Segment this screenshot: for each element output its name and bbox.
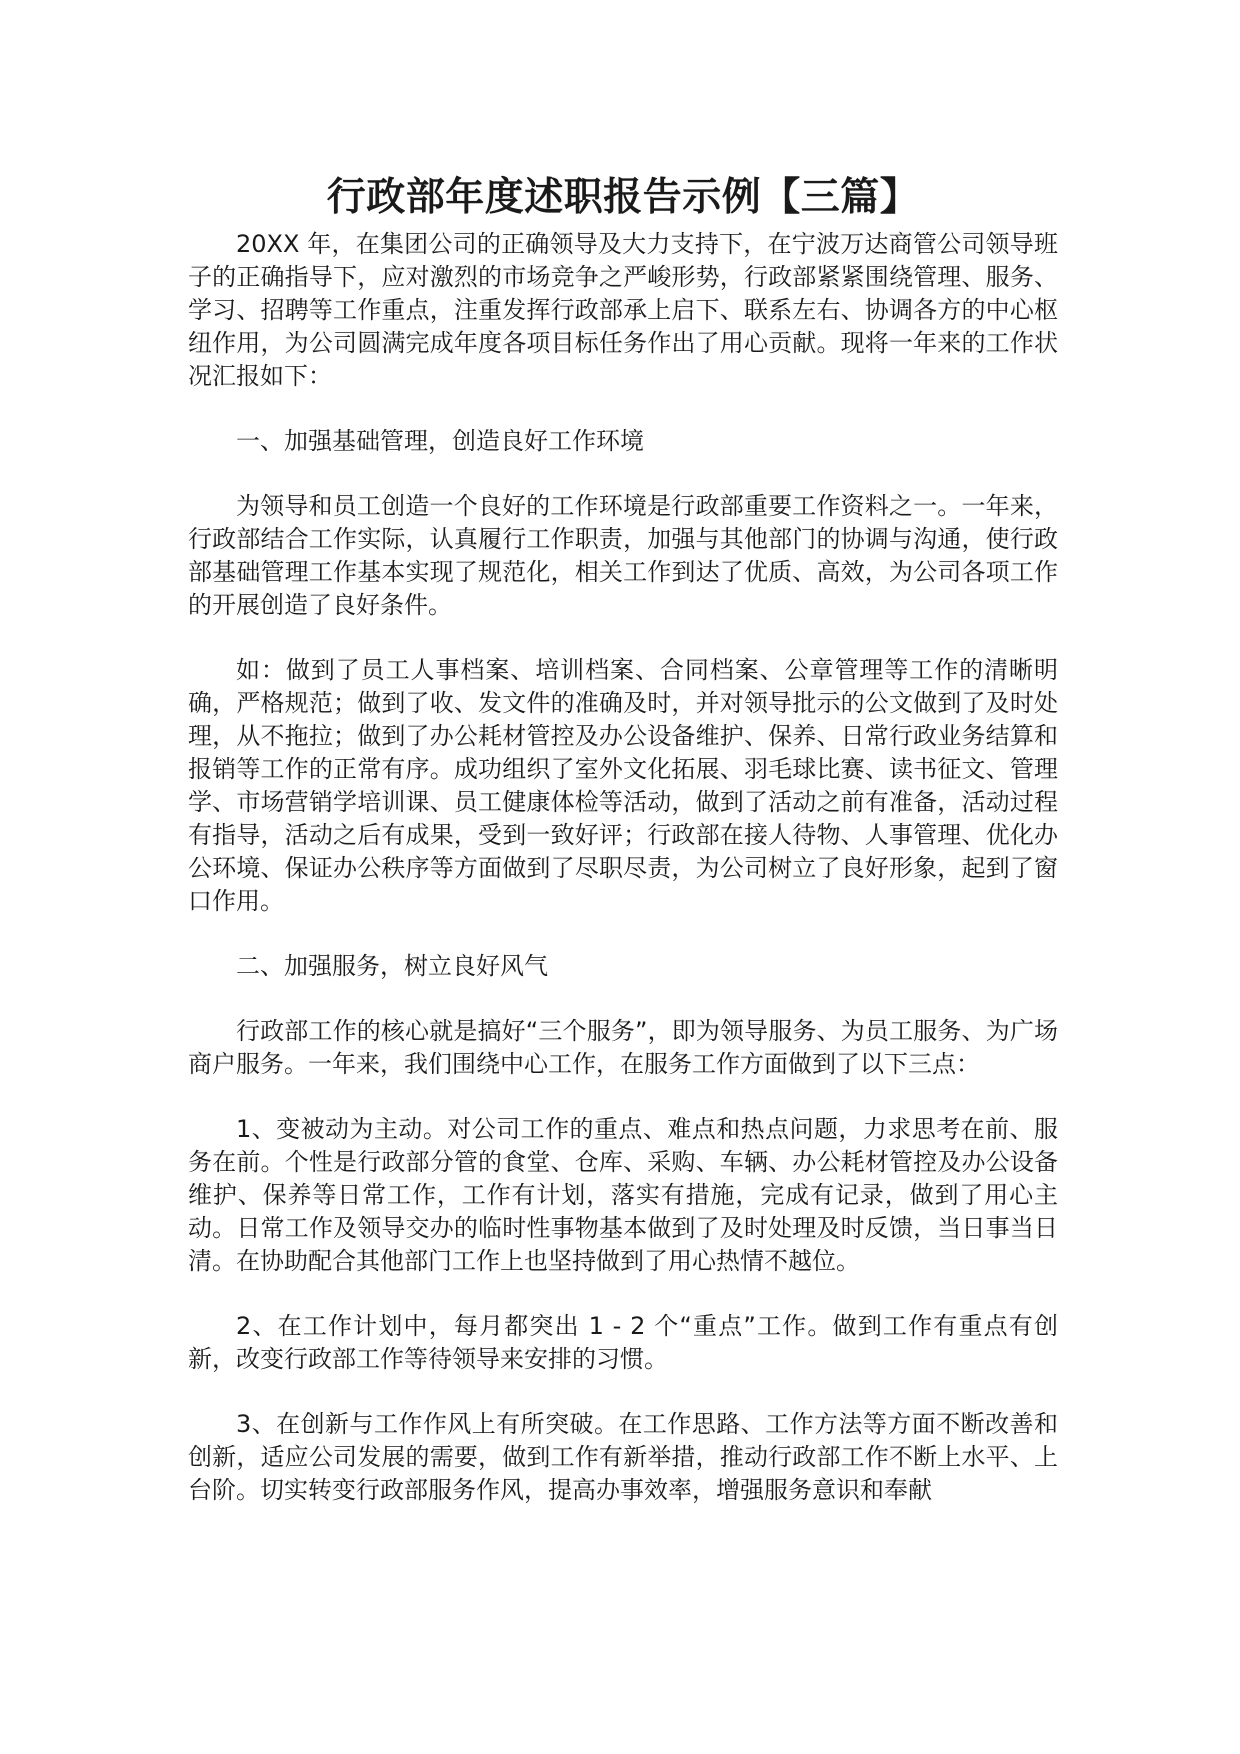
paragraph-point-1: 1、变被动为主动。对公司工作的重点、难点和热点问题，力求思考在前、服务在前。个性是行政部分管的食堂、仓库、采购、车辆、办公耗材管控及办公设备维护、保养等日常工作，工作有计划，落实有措施，完成有记录，做到了用心主动。日常工作及领导交办的临时性事物基本做到了及时处理及时反馈，当日事当日清。在协助配合其他部门工作上也坚持做到了用心热情不越位。: [188, 1115, 1058, 1275]
section-heading-2: 二、加强服务，树立良好风气: [236, 952, 548, 980]
section-heading-1: 一、加强基础管理，创造良好工作环境: [236, 427, 644, 455]
document-page: [188, 168, 1058, 1539]
paragraph-examples: 如：做到了员工人事档案、培训档案、合同档案、公章管理等工作的清晰明确，严格规范；做到了收、发文件的准确及时，并对领导批示的公文做到了及时处理，从不拖拉；做到了办公耗材管控及办公设备维护、保养、日常行政业务结算和报销等工作的正常有序。成功组织了室外文化拓展、羽毛球比赛、读书征文、管理学、市场营销学培训课、员工健康体检等活动，做到了活动之前有准备，活动过程有指导，活动之后有成果，受到一致好评；行政部在接人待物、人事管理、优化办公环境、保证办公秩序等方面做到了尽职尽责，为公司树立了良好形象，起到了窗口作用。: [188, 656, 1058, 915]
paragraph-environment: 为领导和员工创造一个良好的工作环境是行政部重要工作资料之一。一年来，行政部结合工作实际，认真履行工作职责，加强与其他部门的协调与沟通，使行政部基础管理工作基本实现了规范化，相关工作到达了优质、高效，为公司各项工作的开展创造了良好条件。: [188, 492, 1058, 619]
document-title: 行政部年度述职报告示例【三篇】: [326, 175, 920, 220]
paragraph-three-services: 行政部工作的核心就是搞好“三个服务”，即为领导服务、为员工服务、为广场商户服务。一年来，我们围绕中心工作，在服务工作方面做到了以下三点：: [188, 1017, 1058, 1078]
paragraph-point-2: 2、在工作计划中，每月都突出 1 - 2 个“重点”工作。做到工作有重点有创新，改变行政部工作等待领导来安排的习惯。: [188, 1312, 1058, 1373]
intro-paragraph: 20XX 年，在集团公司的正确领导及大力支持下，在宁波万达商管公司领导班子的正确指导下，应对激烈的市场竞争之严峻形势，行政部紧紧围绕管理、服务、学习、招聘等工作重点，注重发挥行政部承上启下、联系左右、协调各方的中心枢纽作用，为公司圆满完成年度各项目标任务作出了用心贡献。现将一年来的工作状况汇报如下：: [188, 230, 1058, 390]
paragraph-point-3: 3、在创新与工作作风上有所突破。在工作思路、工作方法等方面不断改善和创新，适应公司发展的需要，做到工作有新举措，推动行政部工作不断上水平、上台阶。切实转变行政部服务作风，提高办事效率，增强服务意识和奉献: [188, 1410, 1058, 1504]
